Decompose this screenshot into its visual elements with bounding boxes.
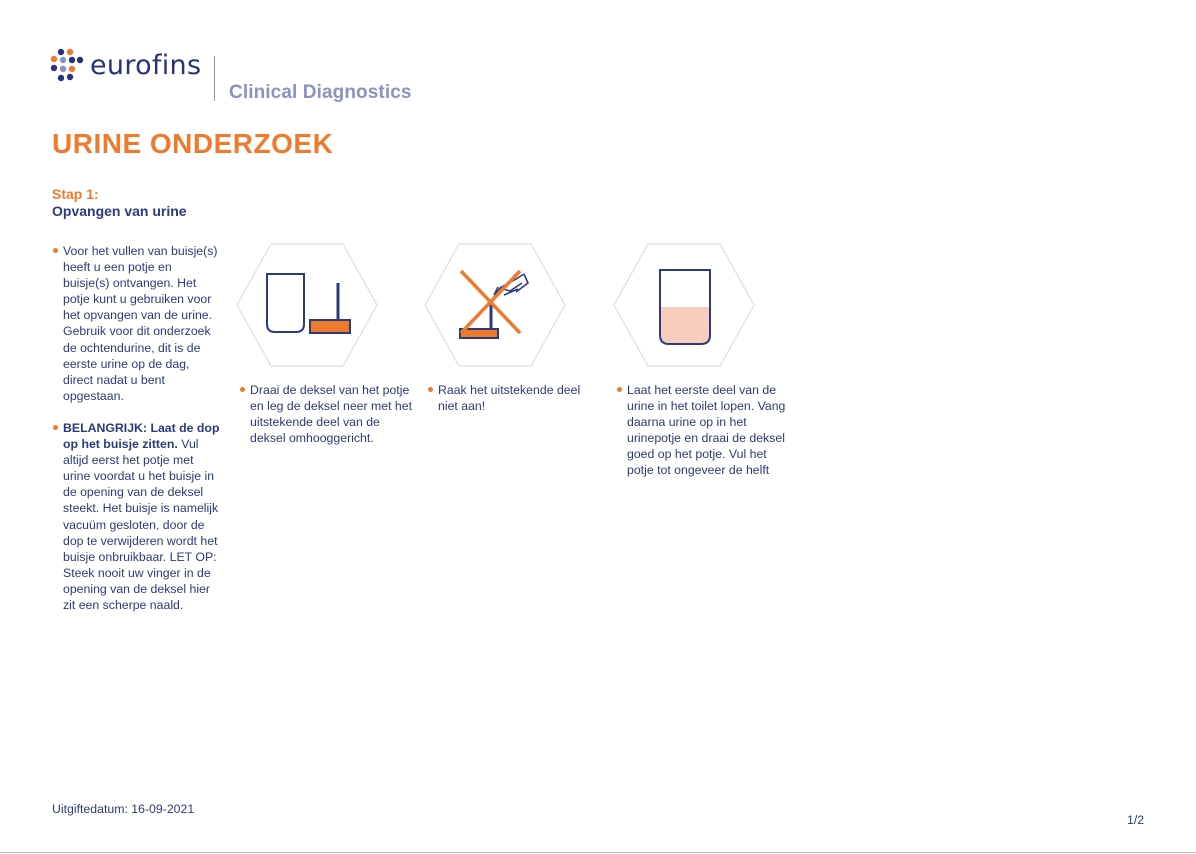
instruction-text: Draai de deksel van het potje en leg de deksel neer met het uitstekende deel van de deksel omhooggericht.	[250, 383, 413, 446]
bullet-dot	[428, 387, 433, 392]
instruction-text: Laat het eerste deel van de urine in het toilet lopen. Vang daarna urine op in het urinepotje en draai de deksel goed op het potje. Vul het potje tot ongeveer de helft	[627, 383, 786, 478]
instruction-item	[627, 382, 789, 479]
intro-bullet-text: Voor het vullen van buisje(s) heeft u een potje en buisje(s) ontvangen. Het potje kunt u gebruiken voor het opvangen van de urine. Gebruik voor dit onderzoek de ochtendurine, dit is de eerste urine op de dag, direct nadat u bent opgestaan.	[63, 244, 218, 403]
instruction-item	[250, 382, 412, 446]
header-subtitle: Clinical Diagnostics	[229, 82, 412, 103]
issue-date: Uitgiftedatum: 16-09-2021	[52, 802, 195, 816]
header-divider	[214, 56, 215, 101]
page-title: URINE ONDERZOEK	[52, 128, 334, 159]
half-filled-cup-icon	[613, 243, 755, 367]
step-title: Opvangen van urine	[52, 203, 187, 219]
important-bullet-text: Vul altijd eerst het potje met urine voordat u het buisje in de opening van de deksel steekt. Het buisje is namelijk vacuüm gesloten, door de dop te verwijderen wordt het buisje onbruikbaar. LET OP: Steek nooit uw vinger in de opening van de deksel hier zit een scherpe naald.	[63, 437, 219, 613]
bullet-dot	[617, 387, 622, 392]
logo-wordmark: eurofins	[90, 49, 202, 81]
bullet-dot	[53, 425, 58, 430]
eurofins-logo	[50, 48, 201, 82]
do-not-touch-icon	[424, 243, 566, 367]
page-number: 1/2	[1127, 813, 1145, 827]
bullet-dot	[240, 387, 245, 392]
step-number: Stap 1:	[52, 186, 99, 202]
intro-bullet	[63, 243, 221, 404]
instruction-text: Raak het uitstekende deel niet aan!	[438, 383, 581, 414]
page-bottom-border	[0, 852, 1196, 853]
important-bullet	[63, 420, 221, 613]
eurofins-dots-icon	[50, 48, 84, 82]
cup-and-lid-icon	[236, 243, 378, 367]
important-bullet-bold: BELANGRIJK: Laat de dop op het buisje zitten.	[63, 421, 220, 452]
instruction-item	[438, 382, 588, 414]
bullet-dot	[53, 248, 58, 253]
